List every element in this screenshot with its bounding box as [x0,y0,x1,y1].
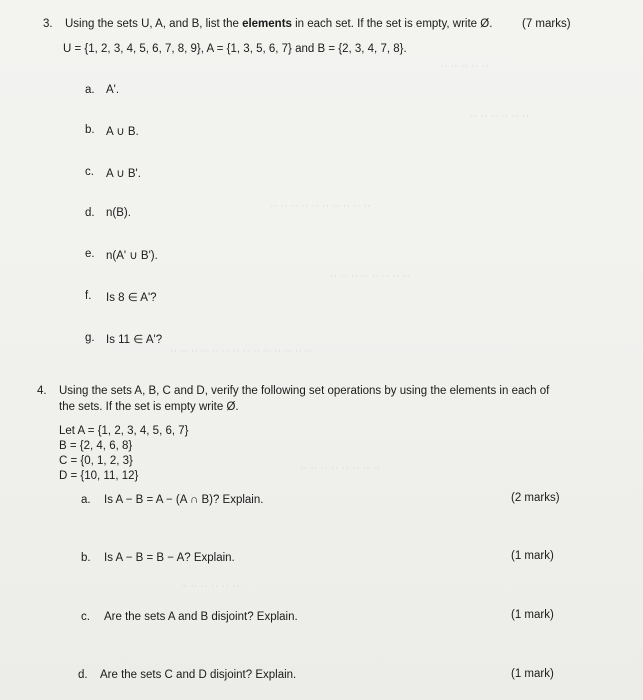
sub-question-letter: b. [81,552,91,564]
sub-question-letter: c. [81,611,90,623]
sub-question-text: A ∪ B'. [106,168,141,180]
sub-question-letter: g. [85,332,95,344]
sub-question-text: Are the sets A and B disjoint? Explain. [104,611,298,623]
question-intro-line-2: the sets. If the set is empty write Ø. [59,401,239,413]
sub-question-letter: a. [85,84,95,96]
question-number: 4. [37,385,47,397]
sub-question-text: A'. [106,84,120,96]
sub-question-letter: d. [85,207,95,219]
set-b-definition: B = {2, 4, 6, 8} [59,440,133,452]
marks-label: (7 marks) [522,18,571,30]
sub-question-text: Are the sets C and D disjoint? Explain. [100,669,297,681]
sub-question-text: Is A − B = A − (A ∩ B)? Explain. [104,494,264,506]
sub-question-letter: e. [85,248,95,260]
show-through-text: ·· ·· ·· ·· ·· ·· ·· ·· ·· ·· ·· ·· ·· ·· [170,345,313,357]
set-d-definition: D = {10, 11, 12} [59,470,139,482]
question-intro-line-1: Using the sets A, B, C and D, verify the following set operations by using the elements in each of [59,385,550,397]
sub-question-text: n(A' ∪ B'). [106,250,158,262]
show-through-text: ·· ·· ·· ·· ·· [440,60,489,72]
sub-question-letter: c. [85,166,94,178]
question-intro: Using the sets U, A, and B, list the elements in each set. If the set is empty, write Ø. [65,18,493,30]
sub-question-text: n(B). [106,207,131,219]
marks-label: (2 marks) [511,492,560,504]
question-number: 3. [43,18,53,30]
sets-definition: U = {1, 2, 3, 4, 5, 6, 7, 8, 9}, A = {1, 3, 5, 6, 7} and B = {2, 3, 4, 7, 8}. [63,43,407,55]
show-through-text: ·· ·· ·· ·· ·· ·· [470,110,530,122]
sub-question-text: A ∪ B. [106,126,139,138]
sub-question-text: Is A − B = B − A? Explain. [104,552,235,564]
sub-question-letter: d. [78,669,88,681]
emphasis: elements [242,18,292,30]
marks-label: (1 mark) [511,668,554,680]
marks-label: (1 mark) [511,609,554,621]
show-through-text: ·· ·· ·· ·· ·· ·· ·· ·· ·· ·· [270,200,371,212]
sub-question-letter: b. [85,124,95,136]
sub-question-letter: a. [81,494,91,506]
show-through-text: ·· ·· ·· ·· ·· ·· ·· ·· [330,270,411,282]
marks-label: (1 mark) [511,550,554,562]
sub-question-text: Is 8 ∈ A'? [106,292,157,304]
show-through-text: ·· ·· ·· ·· ·· ·· [180,580,240,592]
sub-question-letter: f. [85,290,92,302]
sub-question-text: Is 11 ∈ A'? [106,334,163,346]
set-a-definition: Let A = {1, 2, 3, 4, 5, 6, 7} [59,425,189,437]
show-through-text: ·· ·· ·· ·· ·· ·· ·· ·· [300,462,381,474]
set-c-definition: C = {0, 1, 2, 3} [59,455,133,467]
